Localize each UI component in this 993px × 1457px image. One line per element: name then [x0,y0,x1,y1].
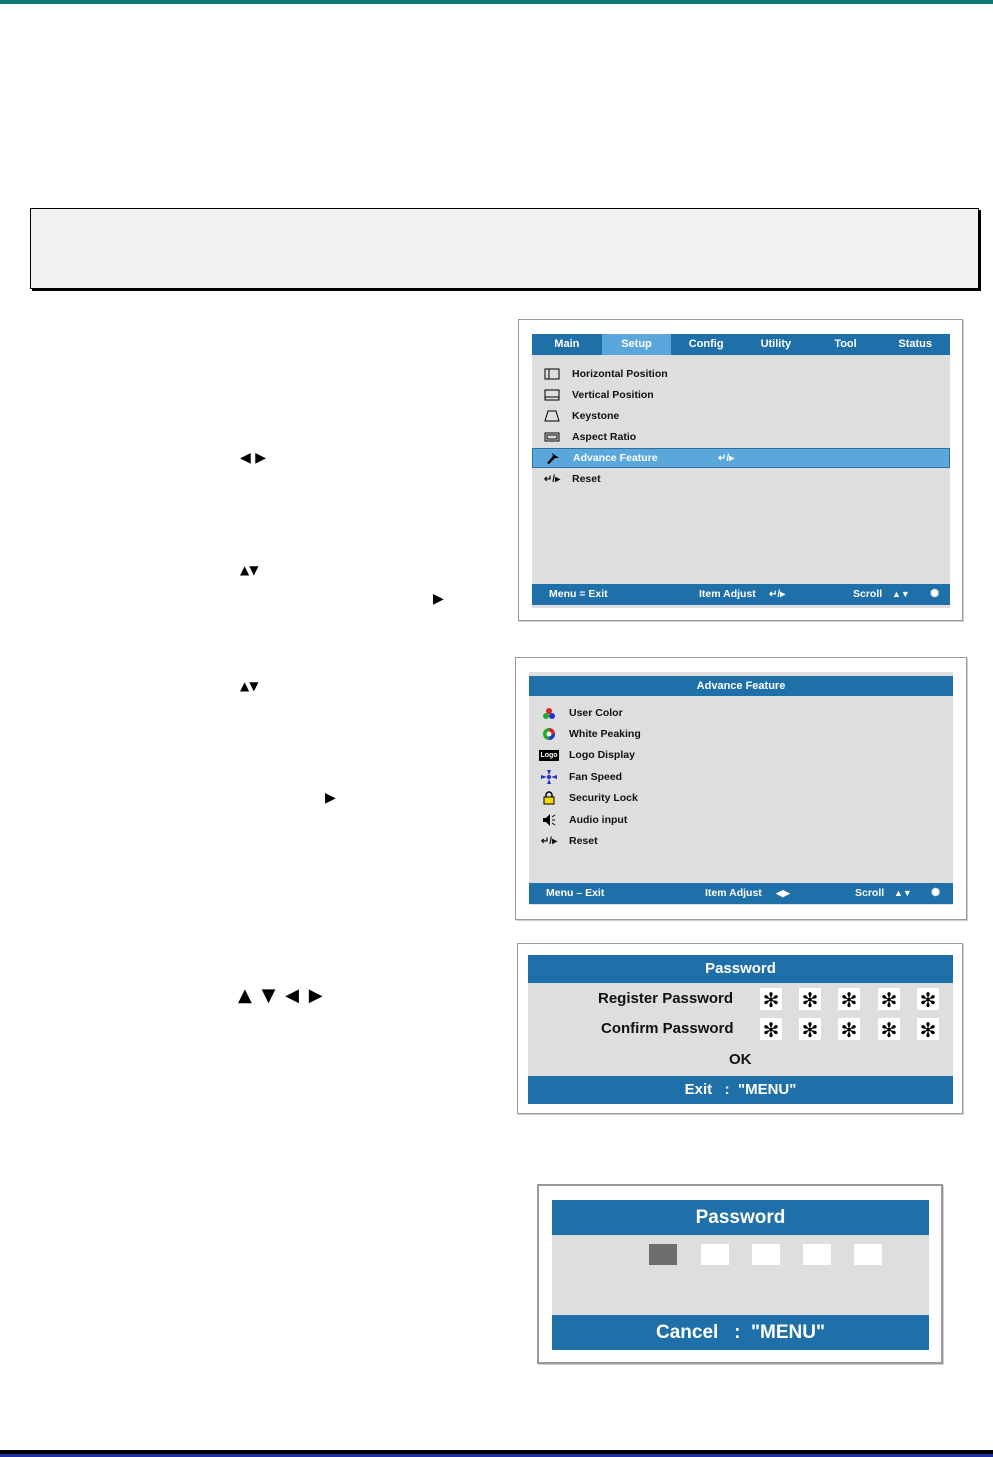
enter-right-icon: ↵/▸ [718,452,735,464]
password-title: Password [528,955,953,983]
tab-status[interactable]: Status [898,338,932,350]
menu-item-label: Vertical Position [572,389,654,401]
menu-item-label: Horizontal Position [572,368,668,380]
advance-menu-screen [529,672,953,905]
menu-footer [532,584,950,605]
footer-scroll: Scroll [853,588,883,600]
up-down-arrows-icon: ▲▼ [240,563,259,577]
footer-item-adjust: Item Adjust [699,588,756,600]
up-down-arrows-icon: ▲▼ [240,679,259,693]
menu-item-reset[interactable] [532,469,950,489]
up-down-arrows-icon: ▲▼ [892,589,910,599]
password-digit[interactable]: ✻ [917,1018,939,1040]
enter-right-icon: ↵/▸ [543,473,561,485]
enter-right-icon: ↵/▸ [769,589,786,600]
password-digit[interactable] [854,1244,882,1265]
menu-item-security-lock[interactable] [529,788,953,808]
left-right-arrows-icon: ◀▶ [776,888,790,898]
menu-item-logo-display[interactable] [529,745,953,765]
ok-button[interactable]: OK [729,1051,752,1068]
footer-exit: Menu – Exit [546,887,605,899]
password-digit[interactable] [701,1244,729,1265]
password-digit[interactable]: ✻ [838,988,860,1010]
lamp-icon: ✺ [930,588,940,600]
password-digit[interactable]: ✻ [799,1018,821,1040]
password-digit[interactable]: ✻ [760,1018,782,1040]
left-right-arrows-icon: ◀ ▶ [240,450,266,466]
menu-item-label: White Peaking [569,728,641,740]
menu-item-label: Reset [569,835,598,847]
keystone-icon [532,410,572,422]
tab-config[interactable]: Config [688,338,724,350]
password-digit[interactable]: ✻ [917,988,939,1010]
password-footer: Cancel : "MENU" [552,1315,929,1350]
password-digit[interactable] [803,1244,831,1265]
logo-display-icon [529,750,569,761]
tab-main[interactable]: Main [554,338,580,350]
menu-item-label: Reset [572,473,601,485]
enter-right-icon: ↵/▸ [540,835,558,847]
advance-feature-icon [533,452,573,464]
password-digit[interactable]: ✻ [799,988,821,1010]
fan-speed-icon [529,770,569,784]
password-footer: Exit : "MENU" [528,1076,953,1104]
menu-item-advance-feature[interactable] [532,448,950,468]
tab-tool[interactable]: Tool [834,338,857,350]
menu-item-label: Audio input [569,814,628,826]
footer-scroll: Scroll [855,887,885,899]
menu-item-label: User Color [569,707,623,719]
right-arrow-icon: ▶ [325,790,336,806]
menu-item-white-peaking[interactable] [529,724,953,744]
up-down-arrows-icon: ▲▼ [894,888,912,898]
menu-item-audio-input[interactable] [529,810,953,830]
password-entry-frame [537,1184,943,1364]
menu-item-label: Aspect Ratio [572,431,637,443]
right-arrow-icon: ▶ [433,591,444,607]
menu-item-keystone[interactable] [532,406,950,426]
advance-menu-frame [515,657,967,920]
password-title: Password [552,1200,929,1235]
menu-footer [529,883,953,904]
note-box [30,208,979,289]
password-digit[interactable]: ✻ [878,1018,900,1040]
security-lock-icon [529,791,569,805]
password-entry-screen [552,1200,929,1350]
white-peaking-icon [529,727,569,741]
password-register-frame [517,943,963,1114]
confirm-password-label: Confirm Password [601,1020,734,1037]
tab-utility[interactable]: Utility [760,338,792,350]
menu-item-label: Advance Feature [573,452,658,464]
register-password-label: Register Password [598,990,734,1007]
menu-item-label: Keystone [572,410,620,422]
footer-exit: Menu = Exit [549,588,608,600]
user-color-icon [529,707,569,719]
menu-item-fan-speed[interactable] [529,767,953,787]
password-digit[interactable]: ✻ [760,988,782,1010]
password-digit[interactable] [752,1244,780,1265]
password-digit[interactable]: ✻ [838,1018,860,1040]
horizontal-position-icon [532,368,572,380]
tab-setup[interactable]: Setup [602,334,672,355]
logo-badge: Logo [540,751,558,759]
setup-menu-screen [532,334,950,608]
menu-item-horizontal-position[interactable] [532,364,950,384]
audio-input-icon [529,813,569,827]
password-digit[interactable]: ✻ [878,988,900,1010]
menu-item-aspect-ratio[interactable] [532,427,950,447]
aspect-ratio-icon [532,431,572,443]
menu-item-vertical-position[interactable] [532,385,950,405]
menu-tabs [532,334,950,355]
menu-item-user-color[interactable] [529,703,953,723]
top-rule [0,0,993,4]
menu-item-label: Logo Display [569,749,635,761]
menu-item-label: Security Lock [569,792,638,804]
password-digit-active[interactable] [649,1244,677,1265]
lamp-icon: ✺ [931,887,941,899]
navigation-arrows-icon: ▲ ▼ ◀ ▶ [238,985,325,1006]
setup-menu-frame [518,319,963,621]
menu-item-label: Fan Speed [569,771,623,783]
advance-menu-title: Advance Feature [529,676,953,696]
menu-item-reset[interactable] [529,831,953,851]
vertical-position-icon [532,389,572,401]
password-register-screen [528,955,953,1104]
footer-item-adjust: Item Adjust [705,887,762,899]
